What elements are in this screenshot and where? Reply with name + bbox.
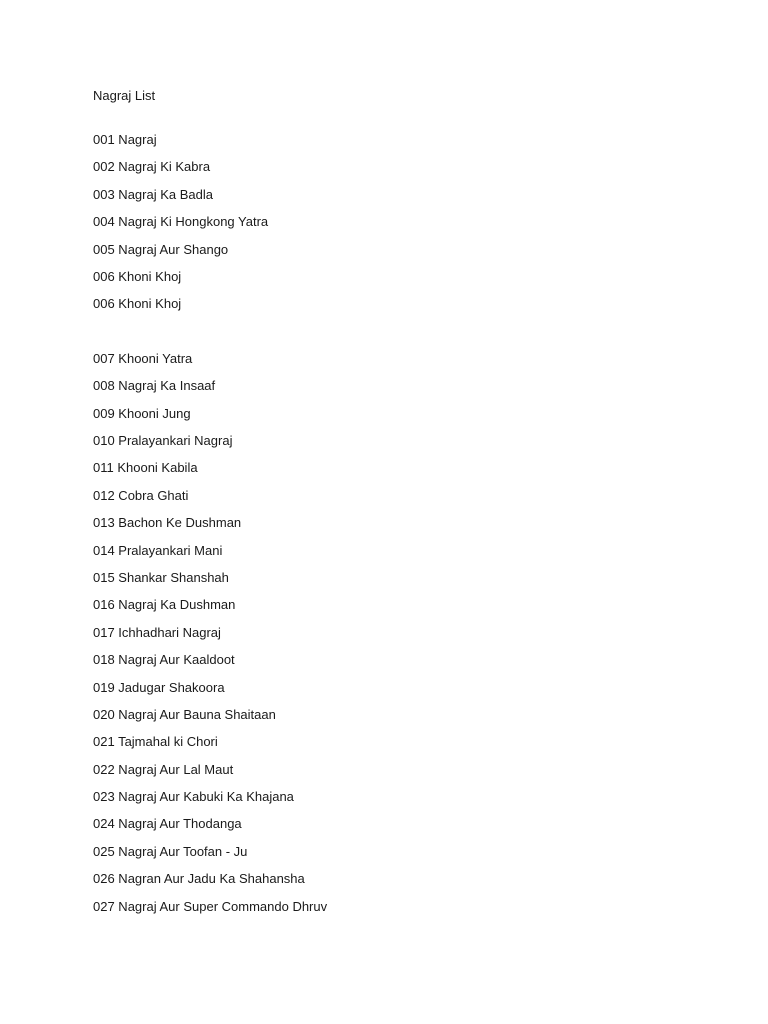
list-item: 001 Nagraj — [93, 132, 157, 147]
list-item: 027 Nagraj Aur Super Commando Dhruv — [93, 898, 328, 914]
list-item: 016 Nagraj Ka Dushman — [93, 597, 236, 613]
list-item: 006 Khoni Khoj — [93, 296, 182, 312]
list-item: 011 Khooni Kabila — [93, 460, 198, 476]
list-item: 022 Nagraj Aur Lal Maut — [93, 761, 234, 777]
list-item: 014 Pralayankari Mani — [93, 542, 223, 558]
list-item: 006 Khoni Khoj — [93, 268, 182, 284]
list-item: 020 Nagraj Aur Bauna Shaitaan — [93, 706, 276, 722]
list-item: 010 Pralayankari Nagraj — [93, 433, 233, 449]
list-item: 017 Ichhadhari Nagraj — [93, 624, 221, 640]
list-item: 005 Nagraj Aur Shango — [93, 241, 229, 257]
list-item: 004 Nagraj Ki Hongkong Yatra — [93, 214, 269, 230]
list-item: 012 Cobra Ghati — [93, 487, 189, 503]
list-item: 009 Khooni Jung — [93, 405, 191, 421]
list-item: 008 Nagraj Ka Insaaf — [93, 378, 216, 394]
list-item: 003 Nagraj Ka Badla — [93, 186, 213, 202]
list-item: 021 Tajmahal ki Chori — [93, 734, 218, 750]
list-item: 002 Nagraj Ki Kabra — [93, 159, 211, 175]
comic-list — [93, 130, 693, 916]
list-item: 013 Bachon Ke Dushman — [93, 515, 242, 531]
list-item: 007 Khooni Yatra — [93, 350, 193, 366]
document-body — [93, 86, 693, 924]
list-item: 026 Nagran Aur Jadu Ka Shahansha — [93, 871, 305, 887]
list-item: 025 Nagraj Aur Toofan - Ju — [93, 843, 248, 859]
list-item: 015 Shankar Shanshah — [93, 569, 229, 585]
list-item: 018 Nagraj Aur Kaaldoot — [93, 652, 235, 668]
list-item: 023 Nagraj Aur Kabuki Ka Khajana — [93, 789, 294, 805]
list-item: 019 Jadugar Shakoora — [93, 679, 225, 695]
list-item: 024 Nagraj Aur Thodanga — [93, 816, 242, 832]
document-title: Nagraj List — [93, 88, 156, 103]
